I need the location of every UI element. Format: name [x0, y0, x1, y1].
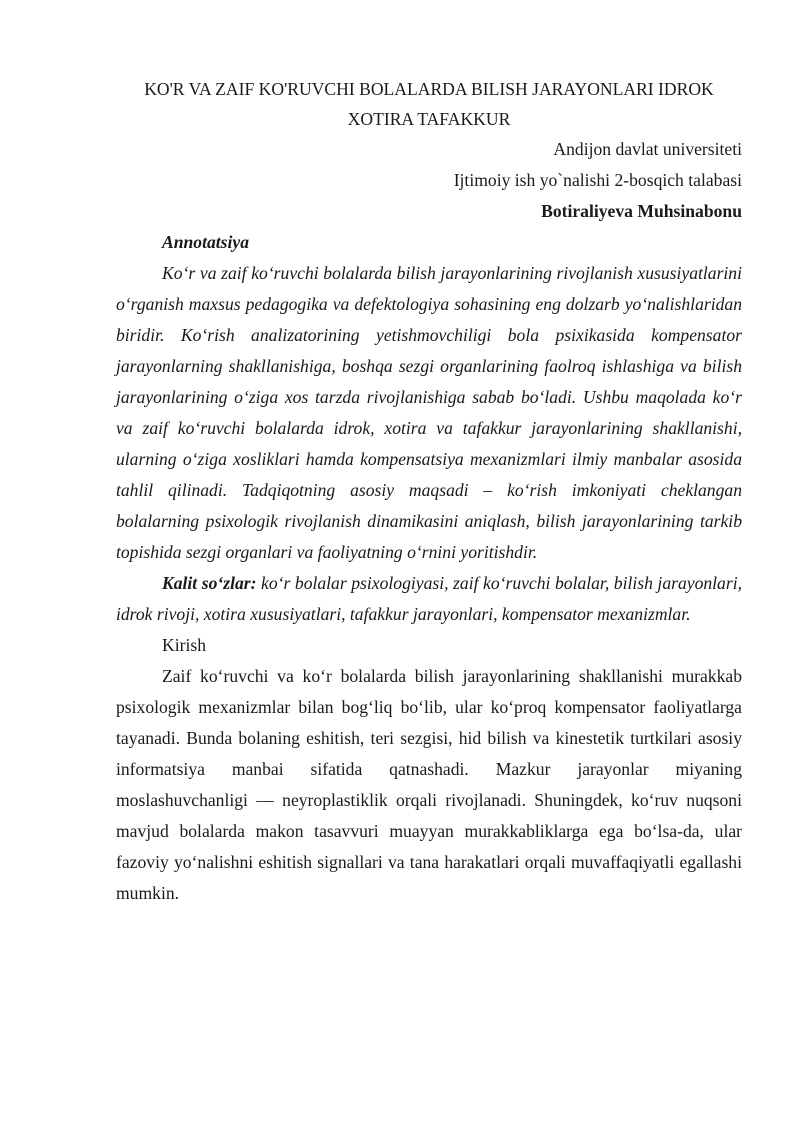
student-program: Ijtimoiy ish yo`nalishi 2-bosqich talabasi [453, 170, 742, 190]
document-title: KO'R VA ZAIF KO'RUVCHI BOLALARDA BILISH JARAYONLARI IDROK XOTIRA TAFAKKUR [144, 79, 714, 129]
university-name: Andijon davlat universiteti [553, 139, 742, 159]
keywords-list: ko‘r bolalar psixologiyasi, zaif ko‘ruvchi bolalar, bilish jarayonlari, idrok rivoji, xotira xususiyatlari, tafakkur jarayonlari, kompensator mexanizmlar. [116, 573, 742, 624]
keywords-paragraph [116, 568, 742, 630]
keywords-label: Kalit so‘zlar: [162, 573, 257, 593]
abstract-heading: Annotatsiya [162, 232, 250, 252]
intro-paragraph: Zaif ko‘ruvchi va ko‘r bolalarda bilish jarayonlarining shakllanishi murakkab psixologik mexanizmlar bilan bog‘liq bo‘lib, ular ko‘proq kompensator faoliyatlarga tayanadi. Bunda bolaning eshitish, teri sezgisi, hid bilish va kinestetik turtkilari asosiy informatsiya manbai sifatida qatnashadi. Mazkur jarayonlar miyaning moslashuvchanligi — neyroplastiklik orqali rivojlanadi. Shuningdek, ko‘ruv nuqsoni mavjud bolalarda makon tasavvuri muayyan murakkabliklarga ega bo‘lsa-da, ular fazoviy yo‘nalishni eshitish signallari va tana harakatlari orqali muvaffaqiyatli egallashi mumkin. [116, 666, 742, 903]
intro-heading: Kirish [162, 635, 206, 655]
abstract-paragraph: Ko‘r va zaif ko‘ruvchi bolalarda bilish jarayonlarining rivojlanish xususiyatlarini o‘rganish maxsus pedagogika va defektologiya sohasining eng dolzarb yo‘nalishlaridan biridir. Ko‘rish analizatorining yetishmovchiligi bola psixikasida kompensator jarayonlarning shakllanishiga, boshqa sezgi organlarining faolroq ishlashiga va bilish jarayonlarining o‘ziga xos tarzda rivojlanishiga sabab bo‘ladi. Ushbu maqolada ko‘r va zaif ko‘ruvchi bolalarda idrok, xotira va tafakkur jarayonlarining shakllanishi, ularning o‘ziga xosliklari hamda kompensatsiya mexanizmlari ilmiy manbalar asosida tahlil qilinadi. Tadqiqotning asosiy maqsadi – ko‘rish imkoniyati cheklangan bolalarning psixologik rivojlanish dinamikasini aniqlash, bilish jarayonlarining tarkib topishida sezgi organlari va faoliyatning o‘rnini yoritishdir. [116, 263, 742, 562]
document-page [116, 74, 742, 909]
author-name: Botiraliyeva Muhsinabonu [541, 201, 742, 221]
